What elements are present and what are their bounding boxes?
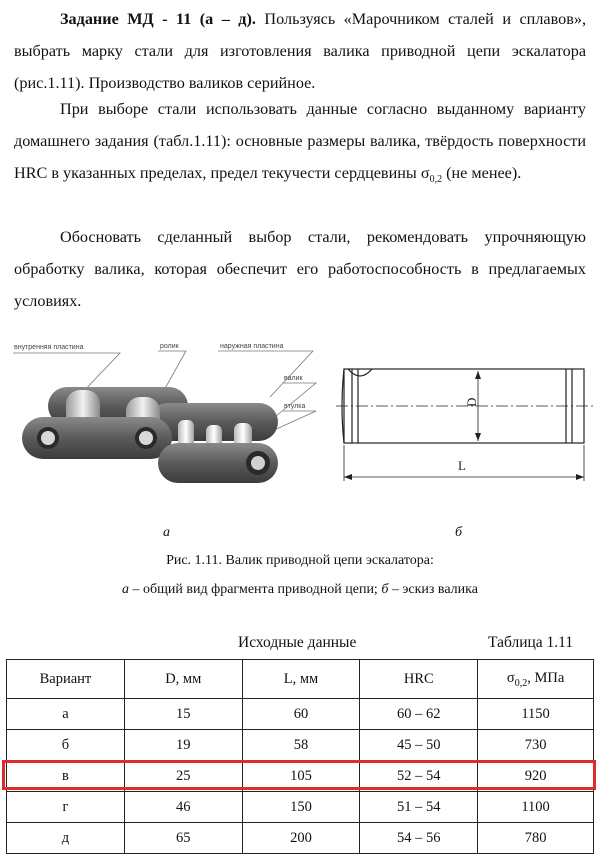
task-paragraph-1 (14, 3, 586, 99)
table-header-row (7, 660, 594, 699)
table-number: Таблица 1.11 (488, 634, 574, 651)
label-pin: валик (284, 375, 303, 382)
figure-caption-line-1: Рис. 1.11. Валик приводной цепи эскалатора: (166, 553, 434, 568)
task-p2-text: При выборе стали использовать данные согласно выданному варианту домашнего задания (табл.1.11): основные размеры валика, твёрдость поверхности HRC в указанных пределах, предел текучести сердцевины σ (14, 100, 586, 182)
pin-end-left (41, 431, 55, 445)
label-roller: ролик (160, 343, 179, 350)
chain-illustration (8, 335, 323, 515)
source-data-table (6, 659, 594, 854)
table-row: б 19 58 45 – 50 730 (7, 730, 594, 761)
label-outer-plate: наружная пластина (220, 343, 284, 350)
label-inner-plate: внутренняя пластина (14, 344, 84, 351)
table-row: д 65 200 54 – 56 780 (7, 823, 594, 854)
task-p3-text: Обосновать сделанный выбор стали, рекомендовать упрочняющую обработку валика, которая обеспечит его работоспособность в предлагаемых условиях. (14, 228, 586, 310)
header-hrc: HRC (360, 660, 478, 699)
task-paragraph-3 (14, 221, 586, 317)
header-l: L, мм (242, 660, 360, 699)
figure-caption-line-2: а – общий вид фрагмента приводной цепи; б – эскиз валика (122, 582, 478, 597)
label-bushing: втулка (284, 403, 306, 410)
dimension-d-label: D (464, 397, 479, 407)
figure-a-label: а (163, 525, 170, 540)
task-p2-end: (не менее). (442, 164, 522, 182)
dimension-l-label: L (458, 458, 466, 473)
task-title: Задание МД - 11 (а – д). (60, 10, 256, 28)
header-d: D, мм (124, 660, 242, 699)
pin-end-right (251, 456, 265, 470)
table-row: г 46 150 51 – 54 1100 (7, 792, 594, 823)
table-row-highlighted: в 25 105 52 – 54 920 (7, 761, 594, 792)
header-sigma: $\sigma_{0,2}$, МПа (478, 660, 594, 699)
pin-end-mid (139, 431, 153, 445)
pin-sketch (330, 355, 600, 495)
task-intro: Пользуясь «Марочником сталей и сплавов», выбрать марку стали для изготовления валика приводной цепи эскалатора (рис.1.11). Производство валиков серийное. (14, 10, 586, 92)
figure-b-label: б (455, 525, 463, 540)
task-paragraph-2 (14, 93, 586, 196)
header-variant: Вариант (7, 660, 125, 699)
sigma-subscript: 0,2 (429, 174, 443, 186)
table-title: Исходные данные (238, 634, 357, 651)
table-row: а 15 60 60 – 62 1150 (7, 699, 594, 730)
